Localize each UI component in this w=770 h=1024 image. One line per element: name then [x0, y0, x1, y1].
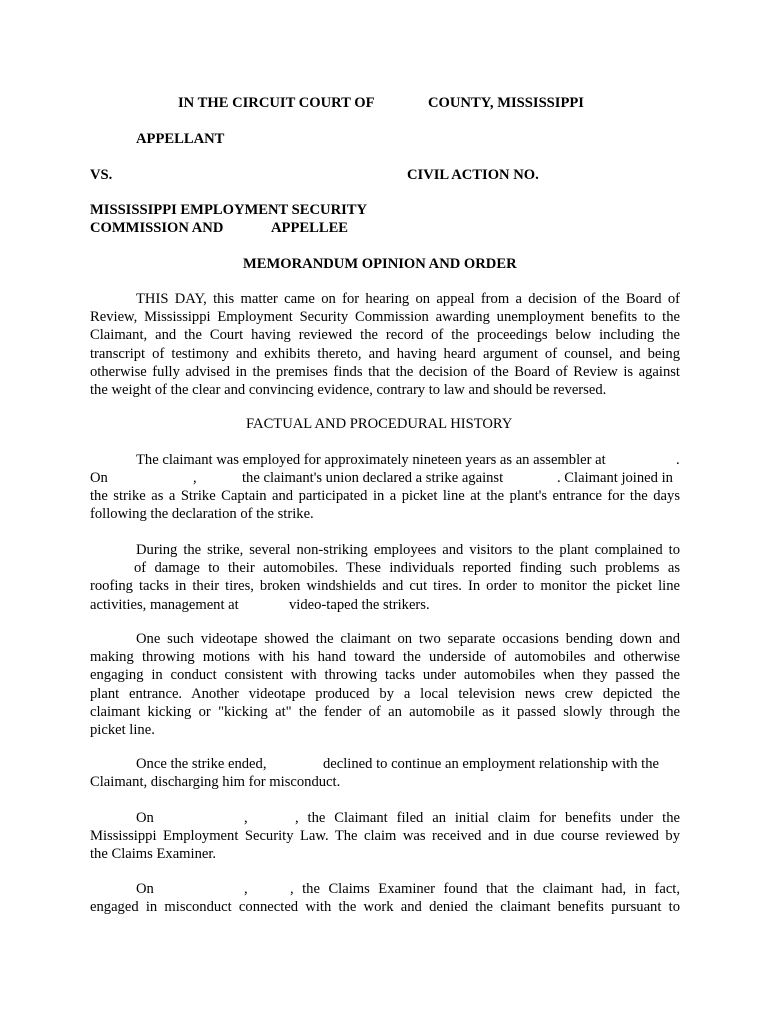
- p1-line-1: The claimant was employed for approximately nineteen years as an assembler at: [136, 452, 606, 468]
- p1-line-3: the strike as a Strike Captain and participated in a picket line at the plant's entrance for the days: [90, 488, 680, 504]
- civil-action-label: CIVIL ACTION NO.: [407, 167, 539, 183]
- p2-line-1: During the strike, several non-striking employees and visitors to the plant complained to: [136, 542, 680, 558]
- p1-line-1-end: .: [676, 452, 680, 468]
- p6-on: On: [136, 881, 154, 897]
- court-heading-right: COUNTY, MISSISSIPPI: [428, 95, 584, 111]
- p6-comma: ,: [244, 881, 248, 897]
- p3-line: engaging in conduct consistent with throwing tacks under automobiles when they passed the: [90, 667, 680, 684]
- p2-paragraph: [90, 541, 680, 596]
- p1-line-2-on: On: [90, 470, 108, 486]
- p3-line: claimant kicking or "kicking at" the fender of an automobile as it passed slowly through the: [90, 703, 680, 720]
- p6-line-1-text: , the Claims Examiner found that the claimant had, in fact,: [290, 881, 680, 897]
- p3-line: plant entrance. Another videotape produced by a local television news crew depicted the: [90, 685, 680, 702]
- p2-line-3: roofing tacks in their tires, broken windshields and cut tires. In order to monitor the picket line: [90, 578, 680, 595]
- p3-line: picket line.: [90, 722, 155, 739]
- p6-line-2: engaged in misconduct connected with the work and denied the claimant benefits pursuant to: [90, 899, 680, 915]
- p5-line-2: Mississippi Employment Security Law. The claim was received and in due course reviewed by: [90, 828, 680, 844]
- p3-line: One such videotape showed the claimant on two separate occasions bending down and: [136, 631, 680, 647]
- intro-line: otherwise fully advised in the premises finds that the decision of the Board of Review is against: [90, 363, 680, 380]
- appellee-label: APPELLEE: [271, 220, 349, 236]
- document-title: MEMORANDUM OPINION AND ORDER: [243, 256, 517, 272]
- p5-line-1-text: , the Claimant filed an initial claim for benefits under the: [295, 810, 680, 826]
- p2-line-2: of damage to their automobiles. These individuals reported finding such problems as: [134, 560, 680, 577]
- p1-line-2-comma: ,: [193, 470, 197, 486]
- p5-on: On: [136, 810, 154, 826]
- p3-paragraph: [90, 630, 680, 739]
- versus-label: VS.: [90, 167, 113, 183]
- p4-line-1-b: declined to continue an employment relationship with the: [323, 756, 659, 772]
- p2-line-4-b: video-taped the strikers.: [289, 597, 430, 613]
- p5-rest: [90, 827, 680, 863]
- intro-line: THIS DAY, this matter came on for hearing on appeal from a decision of the Board of: [136, 291, 680, 307]
- intro-line: Claimant, and the Court having reviewed the record of the proceedings below including the: [90, 327, 680, 344]
- p3-line: making throwing motions with his hand toward the underside of automobiles and otherwise: [90, 649, 680, 666]
- intro-paragraph: [90, 290, 680, 399]
- p4-line-2: Claimant, discharging him for misconduct.: [90, 774, 341, 790]
- appellant-label: APPELLANT: [136, 131, 225, 147]
- p1-line-2-end: . Claimant joined in: [557, 470, 673, 486]
- court-heading-left: IN THE CIRCUIT COURT OF: [178, 95, 375, 111]
- intro-line: transcript of testimony and exhibits thereto, and having heard argument of counsel, and being: [90, 345, 680, 362]
- defendant-line-1: MISSISSIPPI EMPLOYMENT SECURITY: [90, 202, 368, 218]
- intro-line: Review, Mississippi Employment Security Commission awarding unemployment benefits to the: [90, 309, 680, 326]
- defendant-line-2: COMMISSION AND: [90, 220, 224, 236]
- section-heading: FACTUAL AND PROCEDURAL HISTORY: [246, 416, 513, 432]
- p1-line-4: following the declaration of the strike.: [90, 506, 314, 523]
- p1-rest: [90, 487, 680, 523]
- p6-rest: [90, 898, 680, 916]
- p1-line-2-text: the claimant's union declared a strike against: [242, 470, 504, 486]
- p4-line-1-a: Once the strike ended,: [136, 756, 267, 772]
- p5-line-3: the Claims Examiner.: [90, 846, 217, 863]
- p5-comma: ,: [244, 810, 248, 826]
- p2-line-4-a: activities, management at: [90, 597, 239, 613]
- intro-line: the weight of the clear and convincing evidence, contrary to law and should be reversed.: [90, 382, 607, 399]
